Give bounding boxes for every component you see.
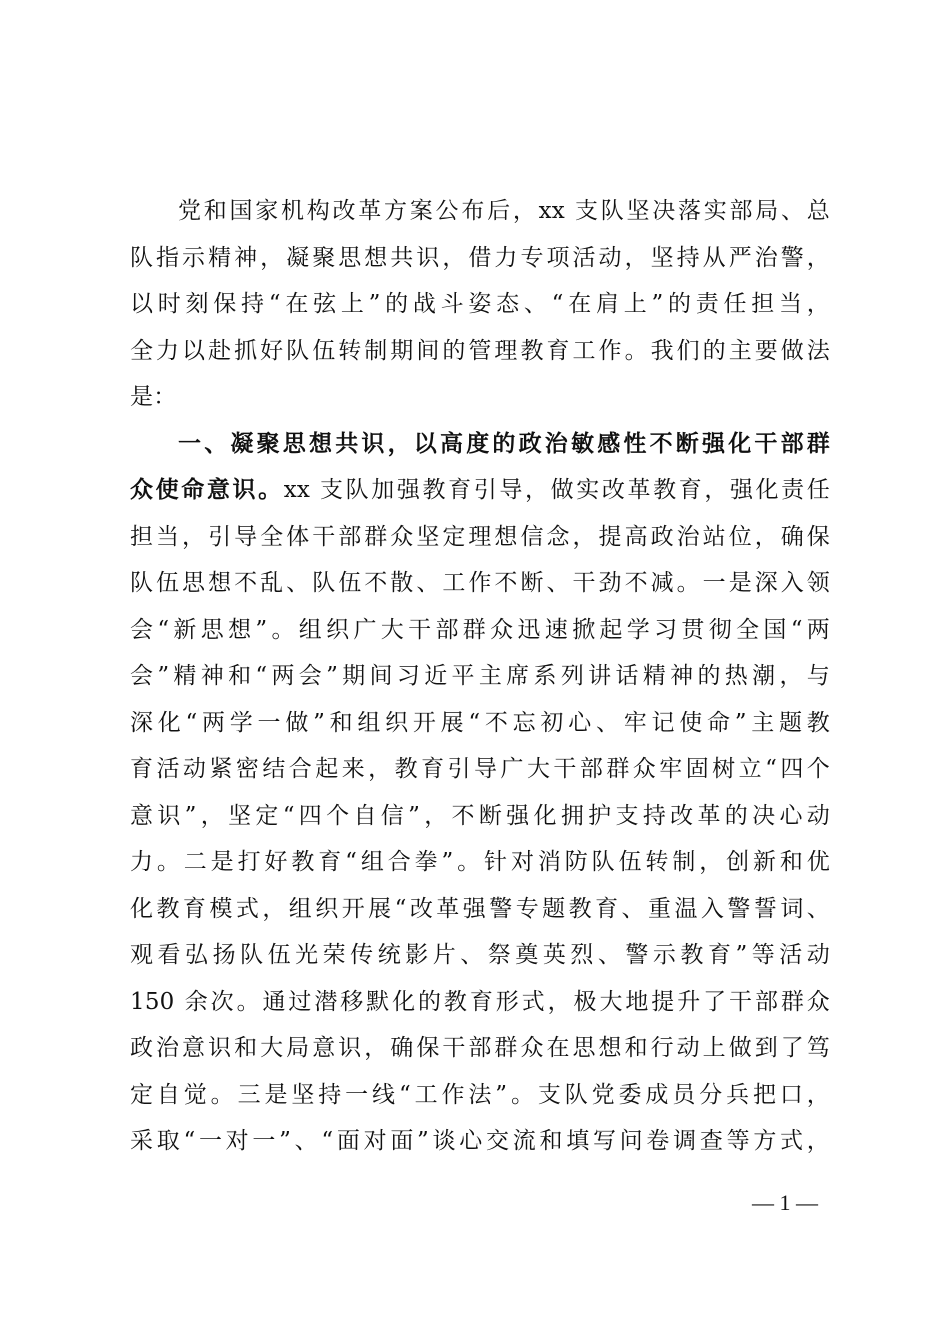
- section-heading-end: 众使命意识。: [130, 476, 284, 503]
- text-line: 150 余次。通过潜移默化的教育形式，极大地提升了干部群众: [130, 988, 830, 1015]
- section-heading-line: 一、凝聚思想共识，以高度的政治敏感性不断强化干部群: [178, 429, 830, 457]
- text-span: xx 支队加强教育引导，做实改革教育，强化责任: [283, 477, 831, 503]
- text-line: 是：: [130, 384, 177, 410]
- document-body: [130, 188, 830, 1165]
- paragraph-intro: [130, 188, 830, 421]
- text-line: 育活动紧密结合起来，教育引导广大干部群众牢固树立“四个: [130, 756, 830, 782]
- text-line: 政治意识和大局意识，确保干部群众在思想和行动上做到了笃: [130, 1035, 830, 1061]
- text-line: 定自觉。三是坚持一线“工作法”。支队党委成员分兵把口，: [130, 1081, 830, 1108]
- page-number: — 1 —: [752, 1190, 818, 1215]
- text-line: 力。二是打好教育“组合拳”。针对消防队伍转制，创新和优: [130, 849, 830, 875]
- text-line-mixed: [130, 467, 830, 514]
- text-line: 担当，引导全体干部群众坚定理想信念，提高政治站位，确保: [130, 523, 830, 550]
- text-line: 以时刻保持“在弦上”的战斗姿态、“在肩上”的责任担当，: [130, 291, 830, 317]
- text-line: 意识”，坚定“四个自信”，不断强化拥护支持改革的决心动: [130, 802, 830, 829]
- text-line: 化教育模式，组织开展“改革强警专题教育、重温入警誓词、: [130, 895, 830, 922]
- text-line: 队伍思想不乱、队伍不散、工作不断、干劲不减。一是深入领: [130, 570, 830, 596]
- text-line: 队指示精神，凝聚思想共识，借力专项活动，坚持从严治警，: [130, 244, 830, 271]
- text-line: 采取“一对一”、“面对面”谈心交流和填写问卷调查等方式，: [130, 1128, 830, 1154]
- text-line: 观看弘扬队伍光荣传统影片、祭奠英烈、警示教育”等活动: [130, 942, 830, 968]
- text-line: 全力以赴抓好队伍转制期间的管理教育工作。我们的主要做法: [130, 337, 830, 364]
- paragraph-section-one: [130, 421, 830, 1165]
- text-line: 会”精神和“两会”期间习近平主席系列讲话精神的热潮，与: [130, 663, 830, 689]
- text-line: 党和国家机构改革方案公布后，xx 支队坚决落实部局、总: [178, 198, 830, 224]
- text-line: 会“新思想”。组织广大干部群众迅速掀起学习贯彻全国“两: [130, 616, 830, 643]
- text-line: 深化“两学一做”和组织开展“不忘初心、牢记使命”主题教: [130, 709, 830, 736]
